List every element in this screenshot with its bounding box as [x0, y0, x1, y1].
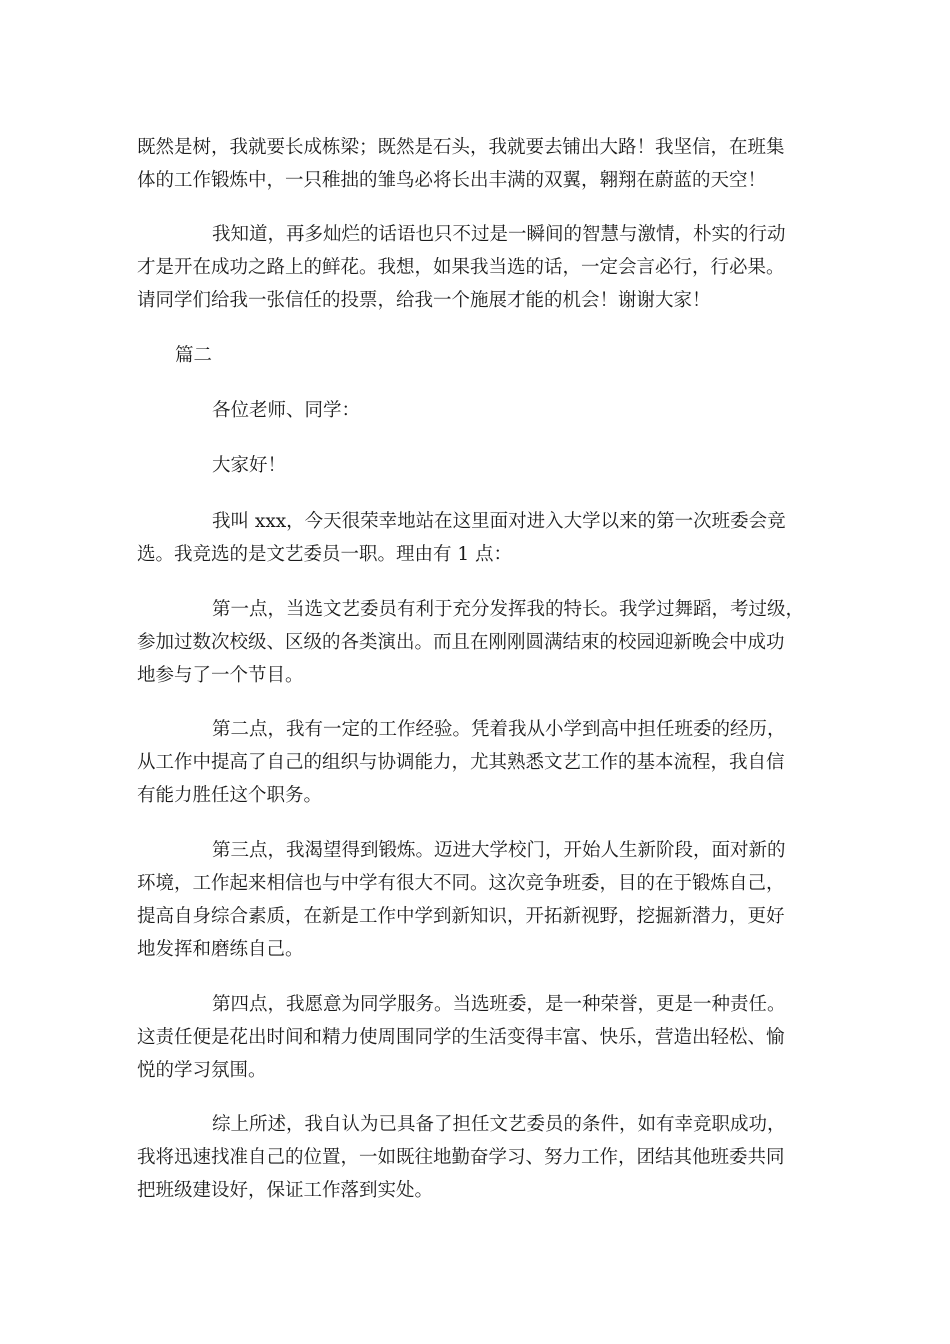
paragraph	[137, 131, 817, 197]
text-line: 环境，工作起来相信也与中学有很大不同。这次竞争班委，目的在于锻炼自己，	[137, 873, 785, 894]
text-line: 有能力胜任这个职务。	[137, 785, 323, 806]
text-line: 选。我竞选的是文艺委员一职。理由有 1 点：	[137, 544, 513, 565]
text-line: 第四点，我愿意为同学服务。当选班委，是一种荣誉，更是一种责任。	[212, 994, 786, 1015]
text-line: 第三点，我渴望得到锻炼。迈进大学校门，开始人生新阶段，面对新的	[212, 840, 786, 861]
text-line: 从工作中提高了自己的组织与协调能力，尤其熟悉文艺工作的基本流程，我自信	[137, 752, 785, 773]
paragraph	[137, 593, 817, 692]
salutation	[137, 394, 817, 427]
section-heading	[137, 339, 817, 372]
text-line: 把班级建设好，保证工作落到实处。	[137, 1180, 434, 1201]
paragraph	[137, 713, 817, 812]
paragraph	[137, 988, 817, 1087]
text-line: 我将迅速找准自己的位置，一如既往地勤奋学习、努力工作，团结其他班委共同	[137, 1147, 785, 1168]
text-line: 既然是树，我就要长成栋梁；既然是石头，我就要去铺出大路！我坚信，在班集	[137, 137, 785, 158]
text-line: 综上所述，我自认为已具备了担任文艺委员的条件，如有幸竞职成功，	[212, 1114, 786, 1135]
text-line: 地参与了一个节目。	[137, 665, 304, 686]
text-line: 第一点，当选文艺委员有利于充分发挥我的特长。我学过舞蹈，考过级，	[212, 599, 805, 620]
text-line: 这责任便是花出时间和精力使周围同学的生活变得丰富、快乐，营造出轻松、愉	[137, 1027, 785, 1048]
text-line: 悦的学习氛围。	[137, 1060, 267, 1081]
text-line: 各位老师、同学：	[212, 400, 361, 421]
paragraph	[137, 505, 817, 571]
paragraph	[137, 834, 817, 966]
text-line: 提高自身综合素质，在新是工作中学到新知识，开拓新视野，挖掘新潜力，更好	[137, 906, 785, 927]
text-line: 请同学们给我一张信任的投票，给我一个施展才能的机会！谢谢大家！	[137, 290, 711, 311]
text-line: 大家好！	[212, 455, 287, 476]
text-line: 参加过数次校级、区级的各类演出。而且在刚刚圆满结束的校园迎新晚会中成功	[137, 632, 785, 653]
paragraph	[137, 218, 817, 317]
text-line: 我知道，再多灿烂的话语也只不过是一瞬间的智慧与激情，朴实的行动	[212, 224, 786, 245]
text-line: 体的工作锻炼中，一只稚拙的雏鸟必将长出丰满的双翼，翱翔在蔚蓝的天空！	[137, 170, 767, 191]
text-line: 才是开在成功之路上的鲜花。我想，如果我当选的话，一定会言必行，行必果。	[137, 257, 785, 278]
text-line: 地发挥和磨练自己。	[137, 939, 304, 960]
text-line: 篇二	[175, 345, 213, 366]
text-line: 我叫 xxx，今天很荣幸地站在这里面对进入大学以来的第一次班委会竞	[212, 511, 786, 532]
greeting	[137, 449, 817, 482]
paragraph	[137, 1108, 817, 1207]
text-line: 第二点，我有一定的工作经验。凭着我从小学到高中担任班委的经历，	[212, 719, 786, 740]
